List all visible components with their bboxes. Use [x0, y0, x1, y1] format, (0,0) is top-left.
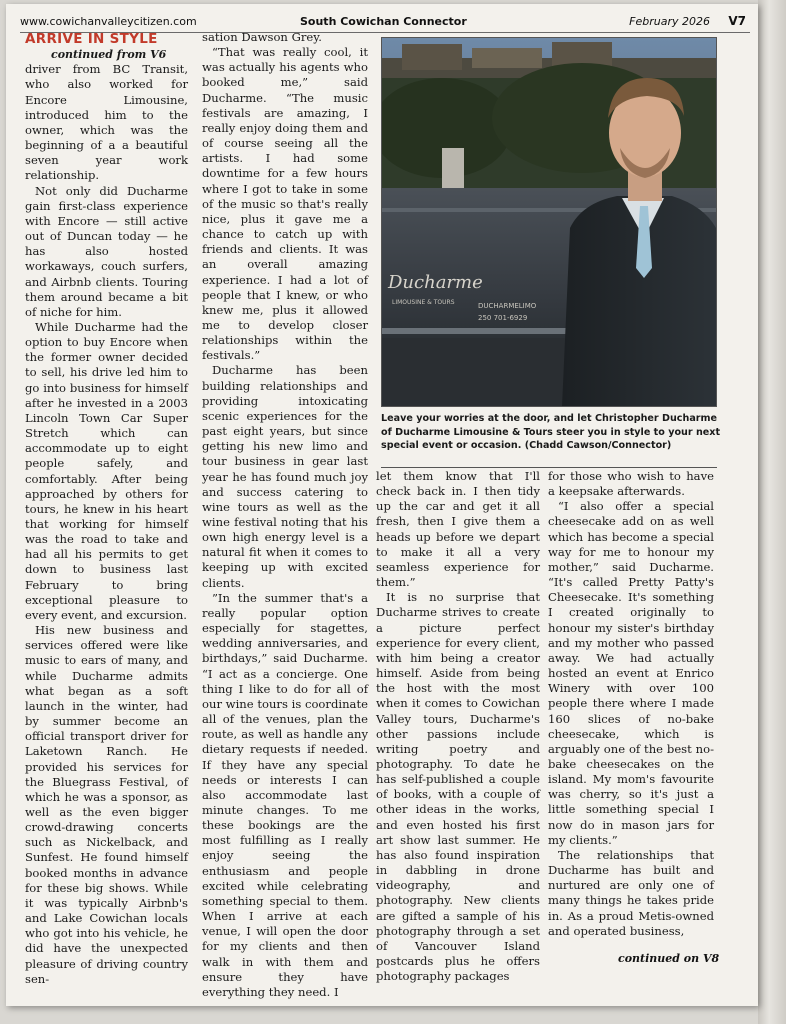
paragraph: sation Dawson Grey. [202, 30, 322, 44]
paragraph: Ducharme has been building relationships and providing intoxicating scenic experiences for the past eight years, but since getting his new limo and tour business in gear last year he has found much joy and success catering to wine tours as well as the wine festival noting that his own high energy level is a natural fit when it comes to keeping up with excited clients. [202, 363, 368, 590]
paragraph: driver from BC Transit, who also worked for Encore Limousine, introduced him to the owner, which was the beginning of a a beautiful seven year work relationship. [25, 62, 188, 183]
paragraph: ”In the summer that's a really popular option especially for stagettes, wedding anniversaries, and birthdays,” said Ducharme. “I act as a concierge. One thing I like to do for all of our wine tours is coordinate all of the venues, plan the route, as well as handle any dietary requests if needed. If they have any special needs or interests I can also accommodate last minute changes. To me these bookings are the most fulfilling as I really enjoy seeing the enthusiasm and people excited while celebrating something special to them. When I arrive at each venue, I will open the door for my clients and then walk in with them and ensure they have everything they need. I [202, 590, 368, 999]
article-kicker: ARRIVE IN STYLE [25, 31, 158, 47]
article-photo [381, 37, 717, 407]
svg-text:250 701-6929: 250 701-6929 [478, 314, 528, 322]
header-page-number: V7 [728, 14, 746, 28]
svg-text:Ducharme: Ducharme [388, 272, 483, 293]
header-url: www.cowichanvalleycitizen.com [20, 15, 197, 28]
column-1 [25, 32, 188, 987]
paragraph: Not only did Ducharme gain first-class experience with Encore — still active out of Duncan today — he has also hosted workaways, couch surfers, and Airbnb clients. Touring them around became a bit of niche for him. [25, 183, 188, 319]
paragraph: While Ducharme had the option to buy Encore when the former owner decided to sell, his drive led him to go into business for himself after he invested in a 2003 Lincoln Town Car Super Stretch which can accommodate up to eight people safely, and comfortably. After being approached by others for tours, he knew in his heart that working for himself was the road to take and had all his permits to get down to business last February to bring exceptional pleasure to every event, and excursion. [25, 319, 188, 622]
paragraph: “I also offer a special cheesecake add on as well which has become a special way for me to honour my mother,” said Ducharme. “It's called Pretty Patty's Cheesecake. It's something I created originally to honour my sister's birthday and my mother who passed away. We had actually hosted an event at Enrico Winery with over 100 people there where I made 160 slices of no-bake cheesecake, which is arguably one of the best no-bake cheesecakes on the island. My mom's favourite was cherry, so it's just a little something special I now do in mason jars for my clients.” [548, 499, 714, 847]
continued-on: continued on V8 [618, 952, 720, 965]
paragraph: His new business and services offered were like music to ears of many, and while Ducharme admits what began as a soft launch in the winter, had by summer become an official transport driver for Laketown Ranch. He provided his services for the Bluegrass Festival, of which he was a sponsor, as well as the even bigger crowd-drawing concerts such as Nickelback, and Sunfest. He found himself booked months in advance for these big shows. While it was typically Airbnb's and Lake Cowichan locals who got into his vehicle, he did have the unexpected pleasure of driving country sen- [25, 623, 188, 986]
header-date: February 2026 [629, 15, 710, 28]
newspaper-page [6, 4, 758, 1006]
paragraph: The relationships that Ducharme has built and nurtured are only one of many things he takes pride in. As a proud Metis-owned and operated business, [548, 847, 714, 938]
paragraph: for those who wish to have a keepsake afterwards. [548, 469, 714, 499]
svg-text:LIMOUSINE & TOURS: LIMOUSINE & TOURS [392, 299, 455, 306]
column-3 [376, 469, 540, 984]
paragraph: It is no surprise that Ducharme strives to create a picture perfect experience for every client, with him being a creator himself. Aside from being the host with the most when it comes to Cowichan Valley tours, Ducharme's other passions include writing poetry and photography. To date he has self-published a couple of books, with a couple of other ideas in the works, and even hosted his first art show last summer. He has also found inspiration in dabbling in drone videography, and photography. New clients are gifted a sample of his photography through a set of Vancouver Island postcards plus he offers photography packages [376, 590, 540, 984]
header-section: South Cowichan Connector [300, 15, 467, 28]
svg-text:DUCHARMELIMO: DUCHARMELIMO [478, 302, 537, 310]
photo-illustration [382, 38, 716, 406]
continued-from: continued from V6 [51, 48, 167, 62]
caption-divider [381, 467, 717, 468]
page-header [20, 12, 750, 33]
photo-caption: Leave your worries at the door, and let Christopher Ducharme of Ducharme Limousine & Tours steer you in style to your next special event or occasion. (Chadd Cawson/Connector) [381, 413, 721, 452]
paragraph: “That was really cool, it was actually his agents who booked me,” said Ducharme. “The music festivals are amazing, I really enjoy doing them and of course seeing all the artists. I had some downtime for a few hours where I got to take in some of the music so that's really nice, plus it gave me a chance to catch up with friends and clients. It was an overall amazing experience. I had a lot of people that I knew, or who knew me, plus it allowed me to develop closer relationships within the festivals.” [202, 45, 368, 363]
column-2 [202, 30, 368, 1000]
page-edge [758, 0, 786, 1024]
paragraph: let them know that I'll check back in. I then tidy up the car and get it all fresh, then I give them a heads up before we depart to make it all a very seamless experience for them.” [376, 469, 540, 590]
column-4 [548, 469, 714, 939]
